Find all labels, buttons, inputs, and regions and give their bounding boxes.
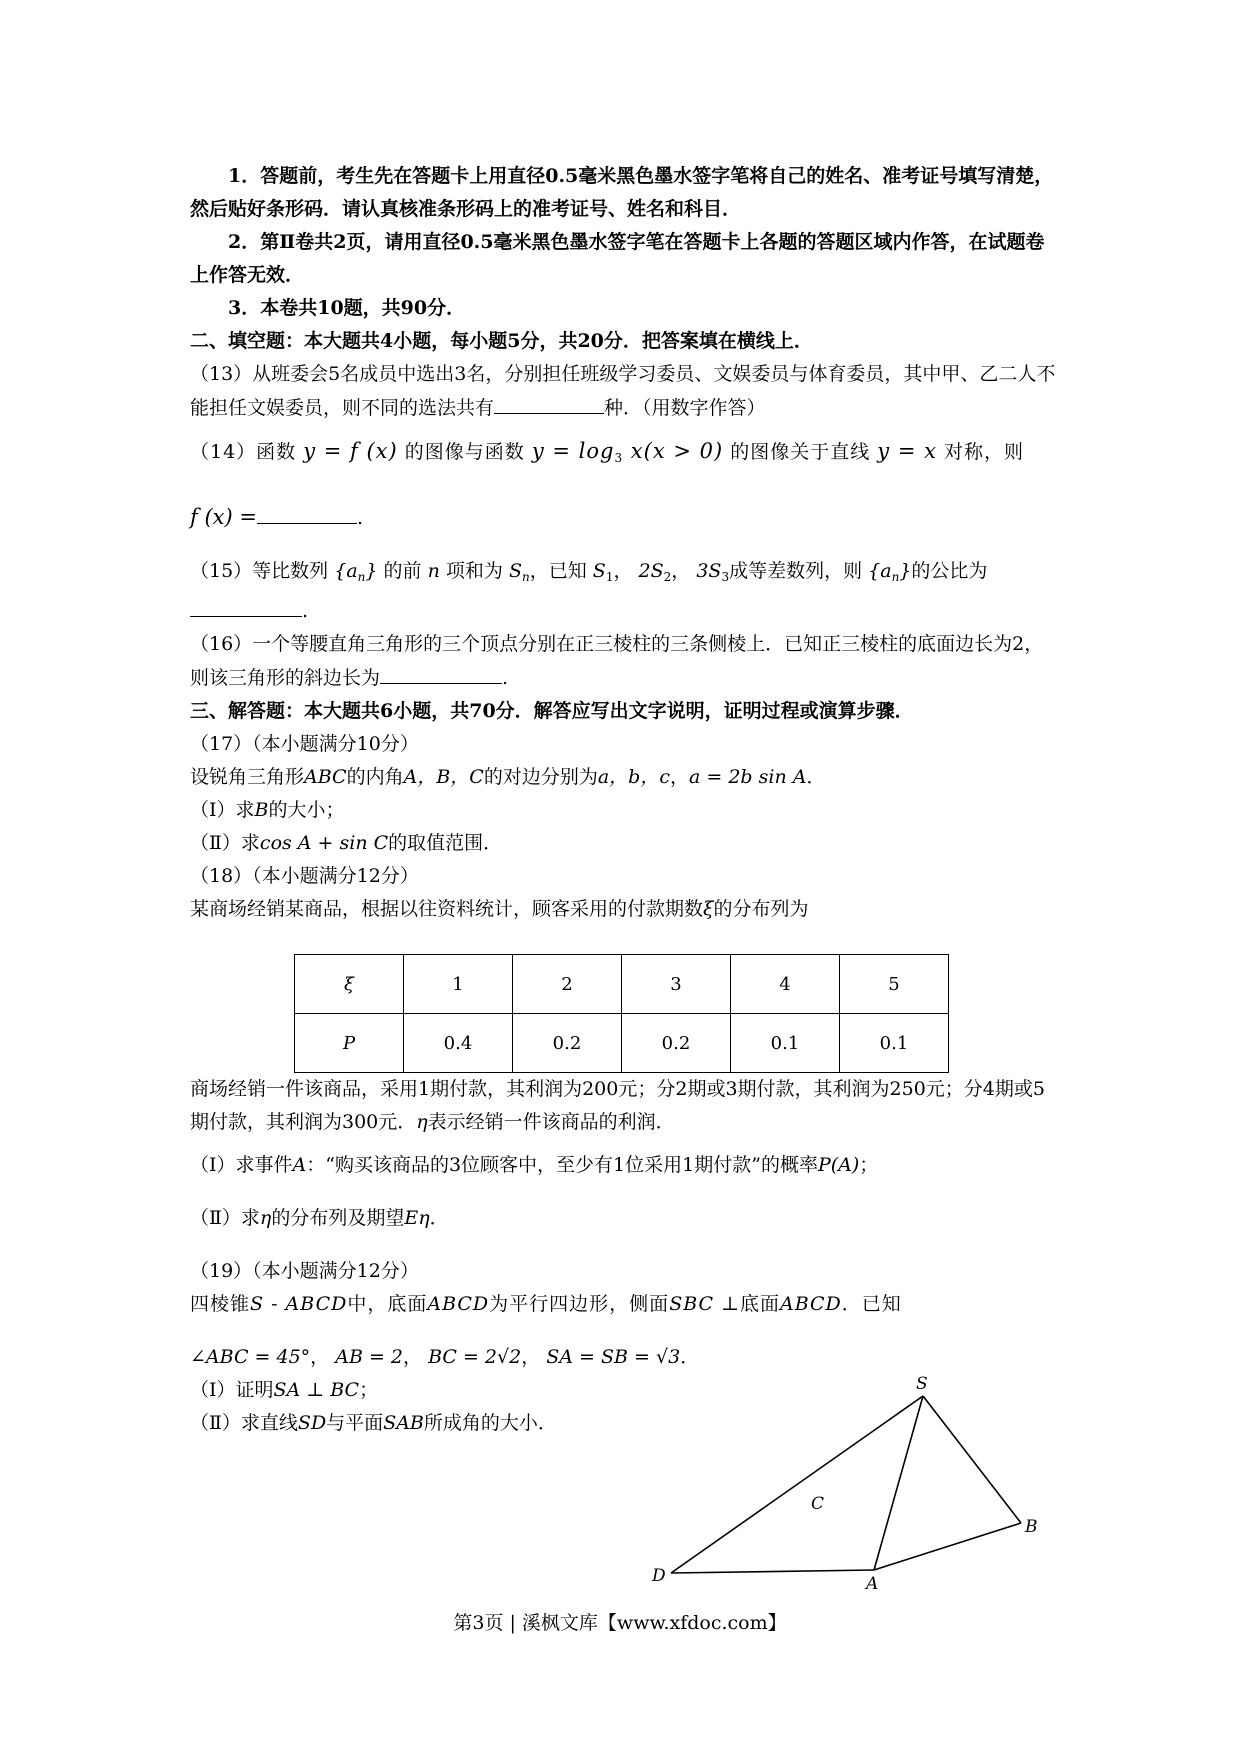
q18-stem: 某商场经销某商品，根据以往资料统计，顾客采用的付款期数ξ的分布列为 (190, 898, 809, 920)
q15-n: n (427, 560, 440, 582)
q13-text: （13）从班委会5名成员中选出3名，分别担任班级学习委员、文娱委员与体育委员，其中甲、乙二人不能担任文娱委员，则不同的选法共有 (190, 363, 1056, 419)
q15-text: （15）等比数列 (190, 560, 329, 582)
q15-text: 的公比为 (911, 560, 988, 582)
q15-s2: $2S_2$ (638, 560, 672, 584)
distribution-table (294, 954, 949, 1073)
table-cell: 3 (622, 955, 731, 1014)
q18-profit: 商场经销一件该商品，采用1期付款，其利润为200元；分2期或3期付款，其利润为250元；分4期或5期付款，其利润为300元．η表示经销一件该商品的利润． (190, 1078, 1045, 1133)
table-cell: ξ (295, 955, 404, 1014)
q15-text: 项和为 (445, 560, 503, 582)
label-d: D (652, 1566, 666, 1586)
pyramid-edges (671, 1396, 1021, 1573)
q14-math-line: y = x (877, 439, 937, 463)
table-cell: 5 (840, 955, 949, 1014)
q16-text: （16）一个等腰直角三角形的三个顶点分别在正三棱柱的三条侧棱上．已知正三棱柱的底面边长为2，则该三角形的斜边长为 (190, 633, 1044, 689)
table-cell: 0.2 (622, 1014, 731, 1073)
q19-stem: 四棱锥S - ABCD中，底面ABCD为平行四边形，侧面SBC ⊥底面ABCD．已知 (190, 1293, 902, 1315)
question-13 (190, 358, 1060, 425)
q15-sn: $S_n$ (508, 560, 530, 584)
page-footer: 第3页 | 溪枫文库【www.xfdoc.com】 (453, 1612, 787, 1634)
table-cell: 0.1 (731, 1014, 840, 1073)
q14-text: 对称，则 (943, 441, 1024, 463)
q18-title: （18）（本小题满分12分） (190, 865, 419, 887)
q15-text: 成等差数列，则 (729, 560, 863, 582)
table-cell: P (295, 1014, 404, 1073)
q14-answer-blank (257, 501, 357, 524)
table-cell: 1 (404, 955, 513, 1014)
table-cell: 0.2 (513, 1014, 622, 1073)
label-b: B (1025, 1517, 1038, 1537)
q14-answer-line: f (x) = . (190, 501, 1060, 535)
table-row (295, 1014, 949, 1073)
q15-text: 的前 (383, 560, 422, 582)
q18-part-1: （Ⅰ）求事件A：“购买该商品的3位顾客中，至少有1位采用1期付款”的概率P(A)； (190, 1154, 879, 1176)
q14-math-fx: y = f (x) (303, 439, 398, 463)
q15-s3: $3S_3$ (696, 560, 730, 584)
edge-sb (923, 1396, 1021, 1523)
q14-math-fx-answer: f (x) = (190, 505, 257, 529)
note-1: 1．答题前，考生先在答题卡上用直径0.5毫米黑色墨水签字笔将自己的姓名、准考证号填写清楚，然后贴好条形码．请认真核准条形码上的准考证号、姓名和科目． (190, 165, 1054, 220)
q17-stem: 设锐角三角形ABC的内角A，B，C的对边分别为a，b，c，a = 2b sin A． (190, 766, 826, 788)
q18-part-2: （Ⅱ）求η的分布列及期望Eη． (190, 1207, 449, 1229)
q14-text: （14）函数 (190, 441, 297, 463)
q13-text-end: 种．（用数字作答） (604, 397, 766, 419)
question-16: （16）一个等腰直角三角形的三个顶点分别在正三棱柱的三条侧棱上．已知正三棱柱的底面边长为2，则该三角形的斜边长为 . (190, 633, 1044, 689)
table-cell: 0.1 (840, 1014, 949, 1073)
q17-title: （17）（本小题满分10分） (190, 733, 419, 755)
q17-part-2: （Ⅱ）求cos A + sin C的取值范围． (190, 832, 503, 854)
q13-answer-blank (494, 391, 604, 414)
q14-math-log: $y = \log_3 x(x > 0)$ (531, 439, 724, 465)
q19-part-1: （Ⅰ）证明SA ⊥ BC； (190, 1379, 379, 1401)
exam-content (190, 160, 1060, 1440)
q15-seq-2: $\{a_n\}$ (868, 560, 912, 584)
q15-text: ，已知 (529, 560, 587, 582)
section2-heading: 二、填空题：本大题共4小题，每小题5分，共20分．把答案填在横线上． (190, 330, 813, 352)
table-cell: 2 (513, 955, 622, 1014)
label-c: C (811, 1494, 825, 1514)
table-cell: 4 (731, 955, 840, 1014)
q14-text: 的图像关于直线 (730, 441, 871, 463)
question-14 (190, 435, 1060, 475)
q16-answer-blank (380, 661, 502, 684)
note-3: 3．本卷共10题，共90分． (228, 297, 466, 319)
table-cell: 0.4 (404, 1014, 513, 1073)
edge-sa (874, 1396, 923, 1570)
q17-part-1: （Ⅰ）求B的大小； (190, 799, 345, 821)
q15-s1: $S_1$ (592, 560, 614, 584)
pyramid-figure (640, 1375, 1060, 1590)
edge-sd (671, 1396, 923, 1573)
question-15: （15）等比数列 $\{a_n\}$ 的前 n 项和为 $S_n$，已知 $S_1$， $2S_2$， $3S_3$成等差数列，则 $\{a_n\}$的公比为. (190, 560, 988, 622)
q19-part-2: （Ⅱ）求直线SD与平面SAB所成角的大小． (190, 1412, 557, 1434)
q15-seq: $\{a_n\}$ (334, 560, 378, 584)
label-a: A (866, 1574, 879, 1590)
edge-da (671, 1570, 874, 1573)
section3-heading: 三、解答题：本大题共6小题，共70分．解答应写出文字说明，证明过程或演算步骤． (190, 700, 914, 722)
q19-conditions: ∠ABC = 45°， AB = 2， BC = 2√2， SA = SB = √3． (190, 1346, 700, 1368)
label-s: S (916, 1375, 928, 1394)
q19-title: （19）（本小题满分12分） (190, 1260, 419, 1282)
table-row (295, 955, 949, 1014)
edge-ab (874, 1523, 1021, 1570)
q15-answer-blank (190, 594, 302, 617)
note-2: 2．第Ⅱ卷共2页，请用直径0.5毫米黑色墨水签字笔在答题卡上各题的答题区域内作答，在试题卷上作答无效． (190, 231, 1045, 286)
q14-text: 的图像与函数 (404, 441, 525, 463)
